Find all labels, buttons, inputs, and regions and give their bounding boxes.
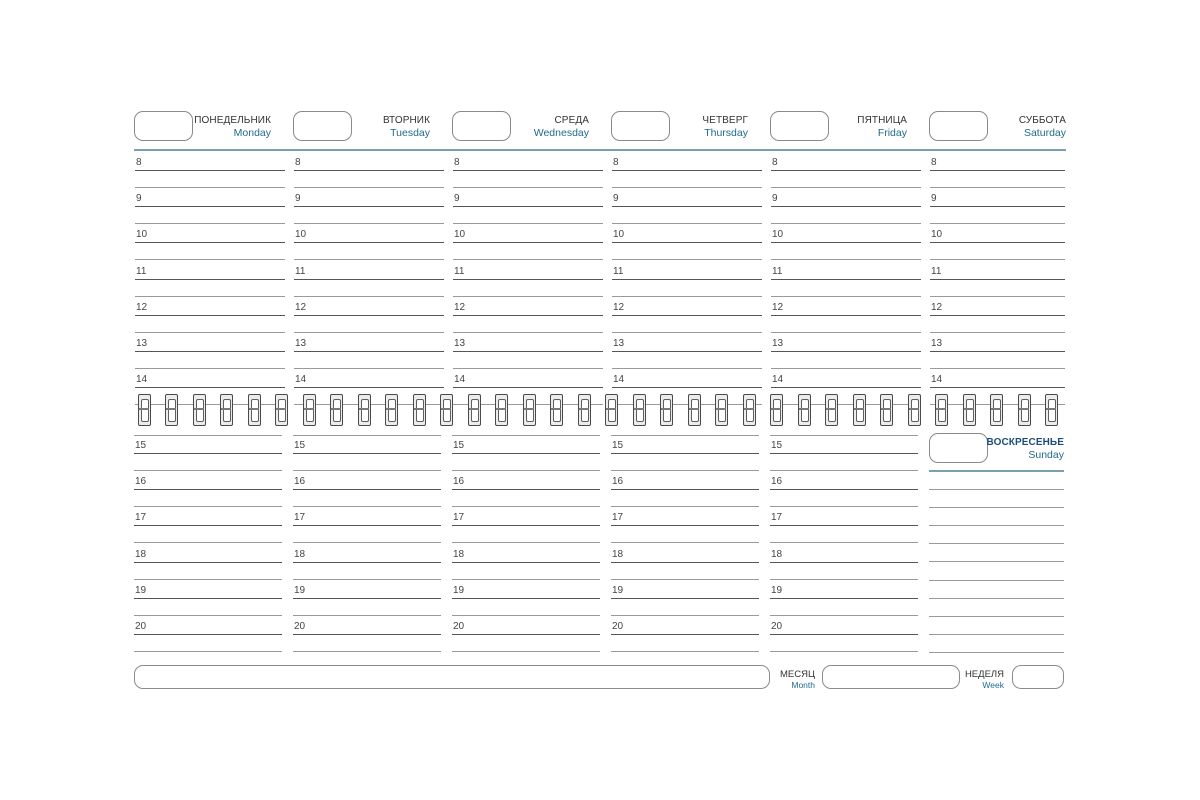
half-hour-line[interactable] [611, 542, 759, 543]
hour-line[interactable] [294, 170, 444, 171]
spiral-binding-coil-icon [853, 394, 866, 426]
half-hour-line[interactable] [135, 259, 285, 260]
half-hour-line[interactable] [770, 615, 918, 616]
hour-label: 14 [772, 374, 784, 385]
hour-label: 10 [931, 229, 943, 240]
day-name-en-wednesday: Wednesday [533, 127, 589, 139]
spiral-binding-coil-icon [990, 394, 1003, 426]
hour-line[interactable] [452, 562, 600, 563]
hour-label: 11 [136, 266, 147, 277]
hour-label: 13 [454, 338, 466, 349]
hour-line[interactable] [930, 242, 1065, 243]
half-hour-line[interactable] [134, 651, 282, 652]
spiral-binding-coil-icon [523, 394, 536, 426]
half-hour-line[interactable] [611, 615, 759, 616]
half-hour-line[interactable] [452, 506, 600, 507]
hour-line[interactable] [134, 562, 282, 563]
hour-line[interactable] [135, 387, 285, 388]
half-hour-line[interactable] [452, 579, 600, 580]
hour-label: 15 [612, 440, 624, 451]
hour-label: 9 [454, 193, 460, 204]
hour-line[interactable] [930, 351, 1065, 352]
hour-label: 16 [294, 476, 306, 487]
hour-line[interactable] [135, 351, 285, 352]
spiral-binding-coil-icon [248, 394, 261, 426]
week-label-en: Week [982, 680, 1004, 690]
day-name-ru-monday: ПОНЕДЕЛЬНИК [194, 115, 271, 126]
month-field[interactable] [822, 665, 960, 689]
half-hour-line[interactable] [611, 579, 759, 580]
half-hour-line[interactable] [453, 368, 603, 369]
half-hour-line[interactable] [452, 615, 600, 616]
hour-label: 18 [294, 549, 306, 560]
half-hour-line[interactable] [294, 259, 444, 260]
hour-label: 19 [294, 585, 306, 596]
hour-label: 15 [294, 440, 306, 451]
half-hour-line[interactable] [770, 470, 918, 471]
hour-label: 15 [135, 440, 147, 451]
hour-line[interactable] [294, 279, 444, 280]
hour-line[interactable] [294, 206, 444, 207]
hour-label: 8 [931, 157, 937, 168]
half-hour-line[interactable] [771, 187, 921, 188]
hour-line[interactable] [611, 562, 759, 563]
day-name-en-saturday: Saturday [1023, 127, 1066, 139]
sunday-line[interactable] [929, 598, 1064, 599]
half-hour-line[interactable] [134, 542, 282, 543]
hour-line[interactable] [294, 351, 444, 352]
hour-line[interactable] [294, 242, 444, 243]
hour-label: 8 [772, 157, 778, 168]
hour-label: 19 [453, 585, 465, 596]
hour-label: 20 [612, 621, 624, 632]
half-hour-line[interactable] [612, 332, 762, 333]
day-name-ru-wednesday: СРЕДА [554, 115, 589, 126]
spiral-binding-coil-icon [578, 394, 591, 426]
hour-label: 13 [772, 338, 784, 349]
date-box-tuesday[interactable] [293, 111, 352, 141]
hour-label: 14 [295, 374, 307, 385]
hour-line[interactable] [453, 315, 603, 316]
hour-label: 11 [931, 266, 942, 277]
spiral-binding-coil-icon [825, 394, 838, 426]
hour-label: 16 [135, 476, 147, 487]
half-hour-line[interactable] [771, 404, 921, 405]
header-divider [134, 149, 1066, 151]
hour-label: 13 [136, 338, 148, 349]
spiral-binding-coil-icon [165, 394, 178, 426]
half-hour-line[interactable] [770, 542, 918, 543]
half-hour-line[interactable] [135, 332, 285, 333]
hour-line[interactable] [771, 315, 921, 316]
hour-line[interactable] [611, 525, 759, 526]
half-hour-line[interactable] [134, 615, 282, 616]
hour-line[interactable] [452, 453, 600, 454]
day-name-ru-saturday: СУББОТА [1018, 115, 1066, 126]
day-name-en-thursday: Thursday [704, 127, 748, 139]
hour-line[interactable] [770, 634, 918, 635]
sunday-line[interactable] [929, 652, 1064, 653]
half-hour-line[interactable] [294, 332, 444, 333]
half-hour-line[interactable] [770, 506, 918, 507]
spiral-binding-coil-icon [743, 394, 756, 426]
spiral-binding-coil-icon [358, 394, 371, 426]
hour-line[interactable] [453, 351, 603, 352]
hour-label: 8 [613, 157, 619, 168]
hour-line[interactable] [930, 279, 1065, 280]
hour-label: 12 [295, 302, 307, 313]
hour-label: 10 [772, 229, 784, 240]
day-name-en-tuesday: Tuesday [390, 127, 430, 139]
hour-line[interactable] [930, 170, 1065, 171]
hour-label: 17 [135, 512, 147, 523]
hour-line[interactable] [293, 525, 441, 526]
hour-label: 10 [454, 229, 466, 240]
half-hour-line[interactable] [135, 368, 285, 369]
half-hour-line[interactable] [135, 404, 285, 405]
date-box-sunday[interactable] [929, 433, 988, 463]
date-box-friday[interactable] [770, 111, 829, 141]
hour-label: 14 [931, 374, 943, 385]
hour-label: 14 [454, 374, 466, 385]
hour-label: 9 [772, 193, 778, 204]
hour-label: 10 [295, 229, 307, 240]
half-hour-line[interactable] [452, 542, 600, 543]
half-hour-line[interactable] [612, 223, 762, 224]
hour-line[interactable] [771, 387, 921, 388]
hour-line[interactable] [452, 634, 600, 635]
hour-label: 19 [612, 585, 624, 596]
spiral-binding-coil-icon [330, 394, 343, 426]
half-hour-line[interactable] [771, 259, 921, 260]
hour-line[interactable] [452, 598, 600, 599]
half-hour-line[interactable] [771, 296, 921, 297]
date-box-saturday[interactable] [929, 111, 988, 141]
hour-line[interactable] [453, 206, 603, 207]
date-box-wednesday[interactable] [452, 111, 511, 141]
hour-line[interactable] [612, 170, 762, 171]
spiral-binding-coil-icon [688, 394, 701, 426]
hour-line[interactable] [612, 315, 762, 316]
hour-label: 9 [613, 193, 619, 204]
hour-label: 12 [136, 302, 148, 313]
hour-label: 11 [613, 266, 624, 277]
month-label-en: Month [791, 680, 815, 690]
spiral-binding-coil-icon [880, 394, 893, 426]
spiral-binding-coil-icon [963, 394, 976, 426]
half-hour-line[interactable] [294, 223, 444, 224]
hour-label: 17 [453, 512, 465, 523]
half-hour-line[interactable] [771, 368, 921, 369]
half-hour-line[interactable] [930, 332, 1065, 333]
hour-line[interactable] [612, 351, 762, 352]
half-hour-line[interactable] [135, 296, 285, 297]
hour-label: 12 [931, 302, 943, 313]
hour-line[interactable] [135, 279, 285, 280]
half-hour-line[interactable] [452, 435, 600, 436]
day-name-en-friday: Friday [877, 127, 907, 139]
sunday-line[interactable] [929, 634, 1064, 635]
hour-label: 12 [772, 302, 784, 313]
hour-label: 17 [294, 512, 306, 523]
sunday-line[interactable] [929, 616, 1064, 617]
hour-line[interactable] [453, 170, 603, 171]
half-hour-line[interactable] [930, 259, 1065, 260]
hour-line[interactable] [612, 206, 762, 207]
half-hour-line[interactable] [771, 223, 921, 224]
hour-line[interactable] [135, 242, 285, 243]
hour-label: 20 [294, 621, 306, 632]
hour-label: 20 [453, 621, 465, 632]
half-hour-line[interactable] [770, 651, 918, 652]
spiral-binding-coil-icon [633, 394, 646, 426]
half-hour-line[interactable] [453, 223, 603, 224]
half-hour-line[interactable] [930, 296, 1065, 297]
half-hour-line[interactable] [930, 368, 1065, 369]
hour-label: 9 [295, 193, 301, 204]
hour-line[interactable] [771, 206, 921, 207]
half-hour-line[interactable] [611, 651, 759, 652]
hour-label: 11 [295, 266, 306, 277]
half-hour-line[interactable] [294, 296, 444, 297]
hour-line[interactable] [135, 315, 285, 316]
hour-label: 11 [772, 266, 783, 277]
hour-label: 8 [136, 157, 142, 168]
half-hour-line[interactable] [294, 187, 444, 188]
hour-line[interactable] [771, 170, 921, 171]
half-hour-line[interactable] [293, 542, 441, 543]
hour-line[interactable] [770, 562, 918, 563]
day-name-en-monday: Monday [233, 127, 271, 139]
week-field[interactable] [1012, 665, 1064, 689]
spiral-binding-coil-icon [605, 394, 618, 426]
hour-label: 9 [931, 193, 937, 204]
half-hour-line[interactable] [134, 579, 282, 580]
hour-label: 18 [453, 549, 465, 560]
half-hour-line[interactable] [930, 187, 1065, 188]
sunday-line[interactable] [929, 489, 1064, 490]
date-box-thursday[interactable] [611, 111, 670, 141]
hour-line[interactable] [293, 489, 441, 490]
hour-label: 10 [136, 229, 148, 240]
sunday-line[interactable] [929, 580, 1064, 581]
hour-line[interactable] [134, 598, 282, 599]
half-hour-line[interactable] [134, 506, 282, 507]
hour-line[interactable] [612, 279, 762, 280]
hour-line[interactable] [770, 453, 918, 454]
spiral-binding-coil-icon [275, 394, 288, 426]
hour-label: 16 [453, 476, 465, 487]
day-name-ru-sunday: ВОСКРЕСЕНЬЕ [986, 437, 1064, 448]
hour-line[interactable] [612, 387, 762, 388]
hour-line[interactable] [611, 634, 759, 635]
hour-line[interactable] [611, 489, 759, 490]
hour-line[interactable] [134, 453, 282, 454]
hour-label: 13 [931, 338, 943, 349]
hour-label: 14 [613, 374, 625, 385]
week-label-ru: НЕДЕЛЯ [964, 669, 1004, 680]
hour-label: 8 [454, 157, 460, 168]
half-hour-line[interactable] [930, 223, 1065, 224]
hour-label: 14 [136, 374, 148, 385]
hour-line[interactable] [930, 206, 1065, 207]
hour-label: 20 [771, 621, 783, 632]
hour-label: 13 [613, 338, 625, 349]
half-hour-line[interactable] [135, 223, 285, 224]
half-hour-line[interactable] [612, 368, 762, 369]
hour-label: 18 [771, 549, 783, 560]
hour-line[interactable] [770, 525, 918, 526]
day-name-ru-friday: ПЯТНИЦА [857, 115, 907, 126]
spiral-binding-coil-icon [908, 394, 921, 426]
hour-line[interactable] [453, 242, 603, 243]
hour-line[interactable] [293, 598, 441, 599]
hour-line[interactable] [770, 489, 918, 490]
half-hour-line[interactable] [453, 296, 603, 297]
half-hour-line[interactable] [293, 470, 441, 471]
half-hour-line[interactable] [453, 259, 603, 260]
hour-label: 10 [613, 229, 625, 240]
month-label-ru: МЕСЯЦ [780, 669, 815, 680]
hour-label: 8 [295, 157, 301, 168]
hour-line[interactable] [930, 387, 1065, 388]
hour-label: 11 [454, 266, 465, 277]
hour-label: 9 [136, 193, 142, 204]
hour-line[interactable] [771, 242, 921, 243]
spiral-binding-coil-icon [385, 394, 398, 426]
half-hour-line[interactable] [453, 332, 603, 333]
half-hour-line[interactable] [293, 615, 441, 616]
half-hour-line[interactable] [770, 579, 918, 580]
hour-line[interactable] [293, 562, 441, 563]
hour-line[interactable] [293, 453, 441, 454]
spiral-binding-coil-icon [770, 394, 783, 426]
sunday-line[interactable] [929, 507, 1064, 508]
half-hour-line[interactable] [135, 187, 285, 188]
day-name-en-sunday: Sunday [1028, 449, 1064, 461]
half-hour-line[interactable] [611, 470, 759, 471]
hour-line[interactable] [135, 170, 285, 171]
day-name-ru-tuesday: ВТОРНИК [382, 115, 430, 126]
hour-line[interactable] [612, 242, 762, 243]
hour-line[interactable] [293, 634, 441, 635]
half-hour-line[interactable] [612, 187, 762, 188]
hour-line[interactable] [134, 489, 282, 490]
spiral-binding-coil-icon [468, 394, 481, 426]
spiral-binding-coil-icon [193, 394, 206, 426]
sunday-line[interactable] [929, 561, 1064, 562]
spiral-binding-coil-icon [138, 394, 151, 426]
hour-line[interactable] [611, 598, 759, 599]
hour-label: 18 [135, 549, 147, 560]
hour-line[interactable] [134, 525, 282, 526]
hour-label: 15 [771, 440, 783, 451]
half-hour-line[interactable] [293, 651, 441, 652]
hour-line[interactable] [294, 387, 444, 388]
hour-label: 19 [135, 585, 147, 596]
spiral-binding-coil-icon [220, 394, 233, 426]
sunday-line[interactable] [929, 543, 1064, 544]
spiral-binding-coil-icon [413, 394, 426, 426]
notes-field[interactable] [134, 665, 770, 689]
hour-label: 20 [135, 621, 147, 632]
hour-line[interactable] [453, 279, 603, 280]
hour-line[interactable] [770, 598, 918, 599]
spiral-binding-coil-icon [660, 394, 673, 426]
hour-line[interactable] [611, 453, 759, 454]
hour-line[interactable] [930, 315, 1065, 316]
hour-label: 17 [771, 512, 783, 523]
hour-line[interactable] [771, 351, 921, 352]
spiral-binding-coil-icon [1045, 394, 1058, 426]
half-hour-line[interactable] [453, 187, 603, 188]
half-hour-line[interactable] [294, 368, 444, 369]
hour-label: 12 [613, 302, 625, 313]
day-name-ru-thursday: ЧЕТВЕРГ [702, 115, 748, 126]
sunday-line[interactable] [929, 525, 1064, 526]
spiral-binding-coil-icon [495, 394, 508, 426]
spiral-binding-coil-icon [715, 394, 728, 426]
half-hour-line[interactable] [452, 651, 600, 652]
half-hour-line[interactable] [293, 579, 441, 580]
hour-label: 16 [612, 476, 624, 487]
half-hour-line[interactable] [134, 470, 282, 471]
hour-label: 18 [612, 549, 624, 560]
half-hour-line[interactable] [452, 470, 600, 471]
hour-line[interactable] [452, 489, 600, 490]
spiral-binding-coil-icon [935, 394, 948, 426]
half-hour-line[interactable] [293, 506, 441, 507]
half-hour-line[interactable] [293, 435, 441, 436]
sunday-divider [929, 470, 1064, 472]
hour-line[interactable] [453, 387, 603, 388]
hour-line[interactable] [771, 279, 921, 280]
half-hour-line[interactable] [134, 435, 282, 436]
hour-line[interactable] [134, 634, 282, 635]
hour-line[interactable] [294, 315, 444, 316]
hour-label: 12 [454, 302, 466, 313]
spiral-binding-coil-icon [440, 394, 453, 426]
hour-label: 16 [771, 476, 783, 487]
hour-line[interactable] [452, 525, 600, 526]
spiral-binding-coil-icon [1018, 394, 1031, 426]
spiral-binding-coil-icon [303, 394, 316, 426]
half-hour-line[interactable] [770, 435, 918, 436]
hour-label: 17 [612, 512, 624, 523]
spiral-binding-coil-icon [798, 394, 811, 426]
half-hour-line[interactable] [771, 332, 921, 333]
half-hour-line[interactable] [611, 506, 759, 507]
half-hour-line[interactable] [612, 259, 762, 260]
spiral-binding-coil-icon [550, 394, 563, 426]
hour-label: 13 [295, 338, 307, 349]
date-box-monday[interactable] [134, 111, 193, 141]
hour-label: 19 [771, 585, 783, 596]
hour-line[interactable] [135, 206, 285, 207]
half-hour-line[interactable] [611, 435, 759, 436]
hour-label: 15 [453, 440, 465, 451]
half-hour-line[interactable] [612, 296, 762, 297]
